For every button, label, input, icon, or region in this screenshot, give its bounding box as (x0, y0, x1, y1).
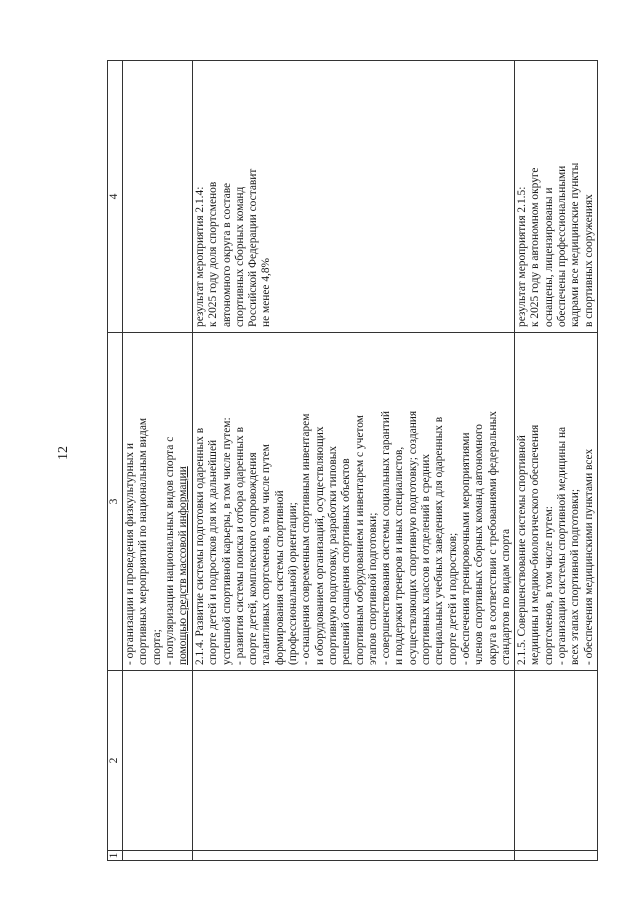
text-line: спортивную подготовку, разработки типовых (326, 445, 339, 665)
text-line: - оснащения современным спортивным инвентарем (300, 413, 313, 665)
text-line: обеспечены профессиональными (556, 165, 569, 327)
table-row (123, 61, 193, 861)
program-table (107, 60, 598, 861)
text-line: оснащены, лицензированы и (542, 187, 555, 327)
text-line: осуществляющих спортивную подготовку; создания (406, 410, 419, 665)
text-line: медицины и медико-биологического обеспечения (529, 424, 542, 665)
text-line: этапов спортивной подготовки; (366, 512, 379, 665)
text-line: спорте детей, комплексного сопровождения (247, 452, 260, 665)
row-3-col-1 (515, 851, 598, 861)
text-line: спорте детей и подростков; (446, 532, 459, 665)
row-2-col-1 (193, 851, 515, 861)
rotated-table-container (107, 61, 595, 861)
text-line: не менее 4,8% (260, 257, 273, 327)
text-line: к 2025 году в автономном округе (529, 167, 542, 327)
text-line: стандартов по видам спорта (499, 528, 512, 665)
text-line: - обеспечения тренировочными мероприятиями (459, 432, 472, 665)
row-2-col-2 (193, 671, 515, 851)
text-line: и поддержки тренеров и иных специалистов, (393, 446, 406, 665)
text-line: Российской Федерации составит (247, 168, 260, 327)
text-line: - организации системы спортивной медицины на (556, 426, 569, 665)
text-line: спорта; (150, 629, 163, 665)
text-line: помощью средств массовой информации (177, 466, 190, 665)
text-line: - развития системы поиска и отбора одаренных в (233, 427, 246, 665)
text-line: - популяризации национальных видов спорта с (163, 436, 176, 665)
text-line: спортивных классов и отделений в средних (420, 453, 433, 665)
text-line: результат мероприятия 2.1.4: (194, 186, 206, 327)
table-row (193, 61, 515, 861)
header-col-2: 2 (108, 671, 123, 851)
text-line: талантливых спортсменов, в том числе путем (260, 444, 273, 665)
text-line: к 2025 году доля спортсменов (207, 181, 220, 327)
text-line: (профессиональной) ориентации; (287, 502, 300, 665)
text-line: всех этапах спортивной подготовки; (569, 488, 582, 665)
page-number: 12 (56, 446, 71, 460)
text-line: кадрами все медицинские пункты (569, 162, 582, 327)
text-line: автономного округа в составе (220, 182, 233, 327)
row-3-col-2 (515, 671, 598, 851)
row-2-col-3 (193, 333, 515, 671)
text-line: спорте детей и подростков для их дальнейшей (207, 439, 220, 665)
text-line: 2.1.5. Совершенствование системы спортивной (516, 435, 529, 665)
text-line: спортивным оборудованием и инвентарем с учетом (353, 415, 366, 665)
text-line: формирования системы спортивной (273, 490, 286, 665)
row-3-col-4 (515, 61, 598, 333)
row-3-col-3 (515, 333, 598, 671)
text-line: - организации и проведения физкультурных и (124, 442, 136, 665)
text-line: округа в соответствии с требованиями федеральных (486, 411, 499, 665)
row-1-col-3 (123, 333, 193, 671)
row-1-col-4 (123, 61, 193, 333)
text-line: успешной спортивной карьеры, в том числе путем: (220, 417, 233, 665)
header-col-4: 4 (108, 61, 123, 333)
text-line: спортсменов, в том числе путем: (542, 506, 555, 665)
text-line: специальных учебных заведениях для одаренных в (433, 416, 446, 665)
text-line: результат мероприятия 2.1.5: (516, 186, 529, 327)
header-col-3: 3 (108, 333, 123, 671)
row-1-col-1 (123, 851, 193, 861)
table-row (515, 61, 598, 861)
text-line: решений оснащения спортивных объектов (340, 458, 353, 665)
text-line: в спортивных сооружениях (582, 194, 595, 327)
text-line: спортивных сборных команд (233, 186, 246, 327)
text-line: спортивных мероприятий по национальным видам (137, 417, 150, 665)
row-1-col-2 (123, 671, 193, 851)
text-line: и оборудованием организаций, осуществляющих (313, 426, 326, 665)
header-col-1: 1 (108, 851, 123, 861)
text-line: - обеспечения медицинскими пунктами всех (582, 448, 595, 665)
table-header-row (108, 61, 123, 861)
text-line: - совершенствования системы социальных гарантий (380, 411, 393, 665)
text-line: членов спортивных сборных команд автономного (473, 424, 486, 665)
row-2-col-4 (193, 61, 515, 333)
text-line: 2.1.4. Развитие системы подготовки одаренных в (194, 427, 206, 665)
